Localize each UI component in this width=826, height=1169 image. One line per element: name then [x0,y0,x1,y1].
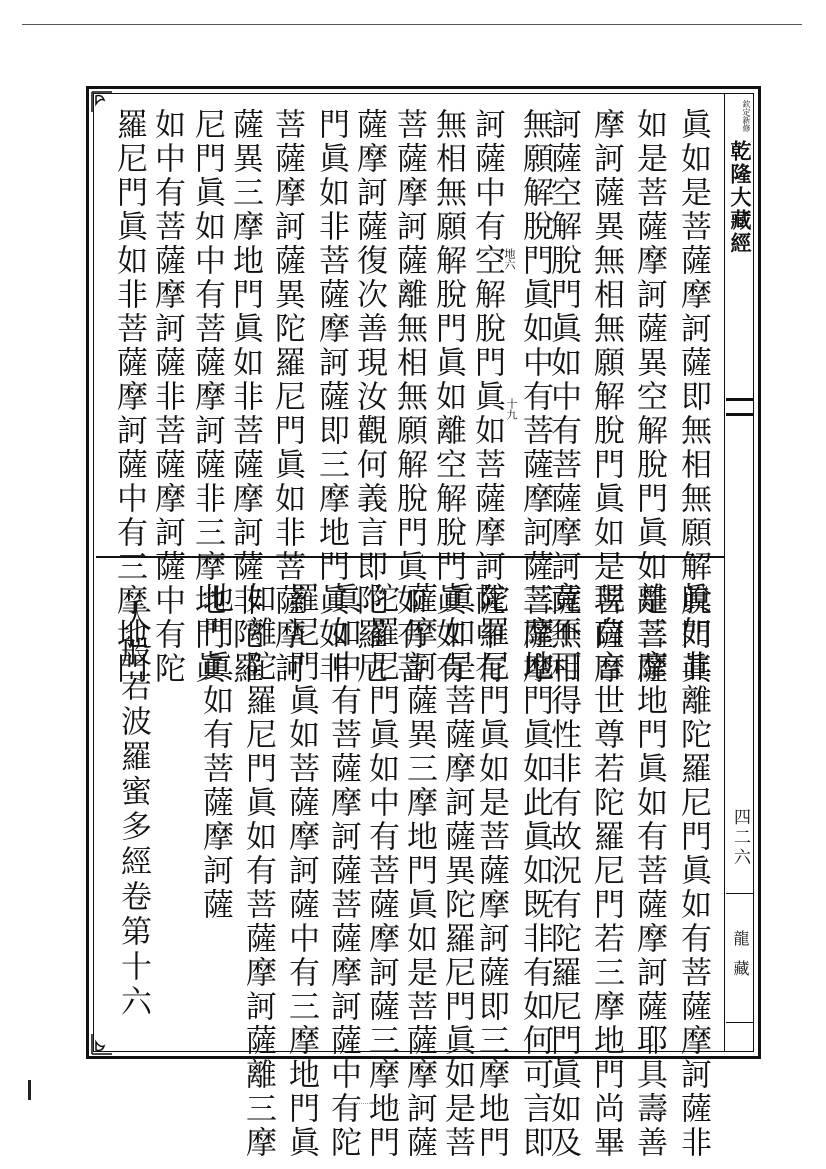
upper-column-1: 眞如是菩薩摩訶薩即無相無願解脫門眞 [675,108,711,686]
banxin-border [724,94,725,1051]
lower-column-2: 離三摩地門眞如有菩薩摩訶薩耶具壽善 [631,582,667,1160]
upper-column-5: 無願解脫門眞如中有菩薩摩訶薩菩薩摩 [517,108,553,686]
lower-column-4: 竟不可得性非有故況有陀羅尼門眞如及 [545,582,581,1160]
juan-end-title: 大般若波羅蜜多經卷第十六 [115,600,151,1020]
publisher-mark: 龍藏 [731,930,750,990]
fish-tail-mark [726,398,754,416]
page-number: 四二六 [730,808,750,868]
lower-column-5: 三摩地門眞如此眞如既非有如何可言即 [517,582,553,1160]
scan-mark [28,1080,31,1100]
lower-column-13: 地門眞如有菩薩摩訶薩 [197,582,233,922]
banxin-series: 欽定新修 [742,100,751,132]
upper-column-13: 尼門眞如中有菩薩摩訶薩非三摩地門眞 [189,108,225,686]
lower-column-6: 陀羅尼門眞如是菩薩摩訶薩即三摩地門 [473,582,509,1160]
upper-column-8: 菩薩摩訶薩離無相無願解脫門眞如有菩 [391,108,427,686]
upper-column-6: 訶薩中有空解脫門眞如菩薩摩訶薩中有 [469,108,505,686]
upper-column-4: 訶薩空解脫門眞如中有菩薩摩訶薩無相 [545,108,581,686]
upper-column-3: 摩訶薩異無相無願解脫門眞如是菩薩摩 [588,108,624,686]
lower-column-9: 陀羅尼門眞如中有菩薩摩訶薩三摩地門 [363,582,399,1160]
upper-column-9: 薩摩訶薩復次善現汝觀何義言即陀羅尼 [351,108,387,686]
lower-column-1: 眞如非離陀羅尼門眞如有菩薩摩訶薩非 [675,582,711,1160]
upper-column-15: 羅尼門眞如非菩薩摩訶薩中有三摩地門 [111,108,147,686]
upper-column-10: 門眞如非菩薩摩訶薩即三摩地門眞如非 [313,108,349,686]
lower-column-10: 眞如中有菩薩摩訶薩菩薩摩訶薩中有陀 [325,582,361,1160]
upper-column-11: 菩薩摩訶薩異陀羅尼門眞如非菩薩摩訶 [269,108,305,686]
corner-ornament-bottom-icon [90,1032,114,1056]
top-rule [22,24,802,25]
banxin-rule [726,893,754,894]
upper-column-2: 如是菩薩摩訶薩異空解脫門眞如是菩薩 [631,108,667,686]
marginal-note-2: 十九 [505,398,518,420]
banxin-title: 乾隆大藏經 [728,140,753,255]
marginal-note-1: 地六 [503,248,516,270]
upper-column-14: 如中有菩薩摩訶薩非菩薩摩訶薩中有陀 [149,108,185,686]
upper-column-12: 薩異三摩地門眞如非菩薩摩訶薩非陀羅 [227,108,263,686]
lower-column-7: 眞如是菩薩摩訶薩異陀羅尼門眞如是菩 [439,582,475,1160]
scan-dots [340,1103,400,1106]
lower-column-11: 羅尼門眞如菩薩摩訶薩中有三摩地門眞 [283,582,319,1160]
lower-column-8: 薩摩訶薩異三摩地門眞如是菩薩摩訶薩 [401,582,437,1160]
lower-column-3: 現白言世尊若陀羅尼門若三摩地門尚畢 [588,582,624,1160]
lower-column-12: 如離陀羅尼門眞如有菩薩摩訶薩離三摩 [240,582,276,1160]
upper-column-7: 無相無願解脫門眞如離空解脫門眞如有 [430,108,466,686]
banxin-rule-bottom [726,1022,754,1023]
